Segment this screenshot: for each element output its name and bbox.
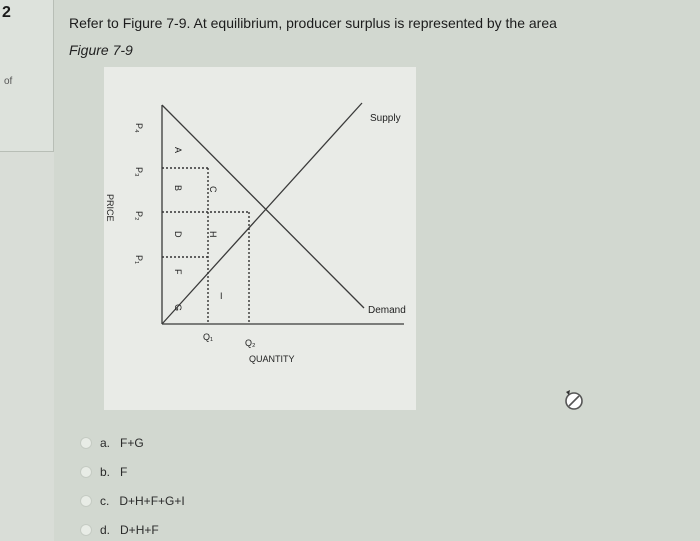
supply-demand-graph	[104, 67, 416, 410]
tick-p3: P₃	[134, 167, 144, 177]
option-c[interactable]	[80, 494, 185, 508]
option-d-letter: d.	[100, 523, 111, 537]
question-number: 2	[2, 4, 11, 21]
supply-label: Supply	[370, 113, 401, 124]
area-label-f: F	[173, 269, 183, 275]
area-label-d: D	[173, 231, 183, 238]
radio-option-c[interactable]	[80, 495, 92, 507]
question-text: Refer to Figure 7-9. At equilibrium, producer surplus is represented by the area	[69, 15, 557, 31]
option-a-letter: a.	[100, 436, 111, 450]
tick-p2: P₂	[134, 211, 144, 221]
question-of-label: of	[4, 76, 13, 87]
option-b-text: F	[120, 465, 128, 479]
demand-label: Demand	[368, 305, 406, 316]
question-sidebar	[0, 0, 54, 541]
option-b[interactable]	[80, 465, 127, 479]
tick-q2: Q₂	[245, 338, 256, 348]
option-a-text: F+G	[120, 436, 144, 450]
tick-p1: P₁	[134, 255, 144, 265]
area-label-c: C	[208, 186, 218, 193]
tick-q1: Q₁	[203, 332, 214, 342]
radio-option-b[interactable]	[80, 466, 92, 478]
figure-caption: Figure 7-9	[69, 42, 133, 58]
supply-curve	[162, 103, 362, 324]
option-a[interactable]	[80, 436, 144, 450]
radio-option-d[interactable]	[80, 524, 92, 536]
option-b-letter: b.	[100, 465, 111, 479]
area-label-b: B	[173, 185, 183, 192]
option-c-letter: c.	[100, 494, 110, 508]
tick-p4: P₄	[134, 123, 144, 133]
option-d-text: D+H+F	[120, 523, 159, 537]
area-label-h: H	[208, 231, 218, 238]
flag-circle-icon[interactable]	[562, 388, 586, 412]
quantity-axis-label: QUANTITY	[249, 354, 295, 364]
price-axis-label: PRICE	[105, 194, 115, 222]
area-label-g: G	[173, 304, 183, 312]
question-number-box[interactable]	[0, 0, 54, 152]
area-label-a: A	[173, 147, 183, 154]
area-label-i: I	[220, 291, 223, 301]
demand-curve	[162, 105, 364, 308]
option-c-text: D+H+F+G+I	[119, 494, 185, 508]
option-d[interactable]	[80, 523, 159, 537]
radio-option-a[interactable]	[80, 437, 92, 449]
figure-7-9	[104, 67, 416, 410]
